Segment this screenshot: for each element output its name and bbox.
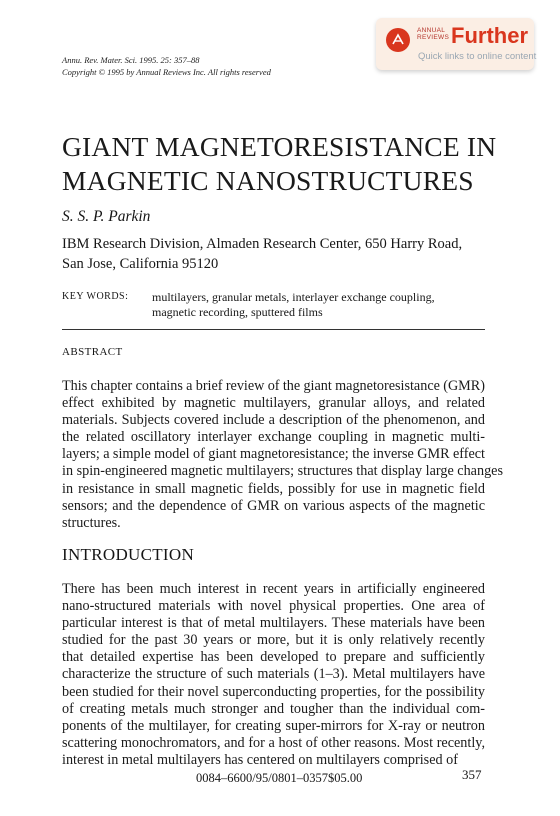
abstract-line: the related oscillatory interlayer exchange coupling in magnetic multi- [62,429,485,446]
abstract-line: materials. Subjects covered include a description of the phenomenon, and [62,412,485,429]
affiliation [62,234,462,274]
abstract-heading: ABSTRACT [62,346,123,358]
intro-line: that detailed expertise has been developed to prepare and sufficiently [62,649,485,666]
intro-line: scattering monochromators, and for a host of other reasons. Most recently, [62,734,485,751]
title-line: GIANT MAGNETORESISTANCE IN [62,131,497,162]
introduction-heading: INTRODUCTION [62,545,195,564]
further-badge[interactable] [376,18,537,70]
intro-line: There has been much interest in recent years in artificially engineered [62,581,485,597]
abstract-line: structures. [62,514,121,531]
article-title [62,130,502,198]
intro-line: been studied for their novel superconducting properties, for the possibility [62,683,485,700]
introduction-body [62,581,485,769]
journal-citation: Annu. Rev. Mater. Sci. 1995. 25: 357–88 [62,55,200,65]
intro-line: studied for the past 30 years or more, but it is only relatively recently [62,632,485,649]
affiliation-line: San Jose, California 95120 [62,256,219,272]
badge-publisher-label: ANNUAL REVIEWS [417,27,450,41]
badge-further-label: Further [451,23,528,48]
intro-line: ponents of the multilayer, for creating super-mirrors for X-ray or neutron [62,717,485,734]
abstract-line: effect exhibited by magnetic multilayers, granular alloys, and related [62,395,485,412]
keywords-label: KEY WORDS: [62,291,129,302]
annual-reviews-logo-icon [386,28,410,52]
affiliation-line: IBM Research Division, Almaden Research Center, 650 Harry Road, [62,236,463,252]
abstract-line: in spin-engineered magnetic multilayers; structures that display large changes [62,463,503,480]
abstract-line: sensors; and the dependence of GMR on various aspects of the magnetic [62,497,485,514]
page-number: 357 [462,767,482,782]
abstract-body [62,378,503,532]
intro-line: interest in metal multilayers has centered on multilayers comprised of [62,751,458,768]
intro-line: particular interest is that of metal multilayers. These materials have been [62,615,485,632]
copyright-notice: Copyright © 1995 by Annual Reviews Inc. All rights reserved [62,67,271,77]
intro-line: of creating metals much stronger and tougher than the individual com- [62,700,485,717]
title-line: MAGNETIC NANOSTRUCTURES [62,165,474,196]
intro-line: nano-structured materials with novel physical properties. One area of [62,598,485,615]
intro-line: characterize the structure of such materials (1–3). Metal multilayers have [62,666,485,683]
keywords-line: magnetic recording, sputtered films [152,305,323,319]
section-divider [62,329,485,330]
author-name: S. S. P. Parkin [62,208,151,225]
article-code: 0084–6600/95/0801–0357$05.00 [196,771,363,785]
abstract-line: in resistance in small magnetic fields, possibly for use in magnetic field [62,480,485,497]
keywords-list [152,290,435,320]
keywords-line: multilayers, granular metals, interlayer exchange coupling, [152,290,435,304]
badge-quick-links-link[interactable]: Quick links to online content [418,51,537,62]
abstract-line: This chapter contains a brief review of the giant magnetoresistance (GMR) [62,378,485,394]
abstract-line: layers; a simple model of giant magnetoresistance; the inverse GMR effect [62,446,485,463]
